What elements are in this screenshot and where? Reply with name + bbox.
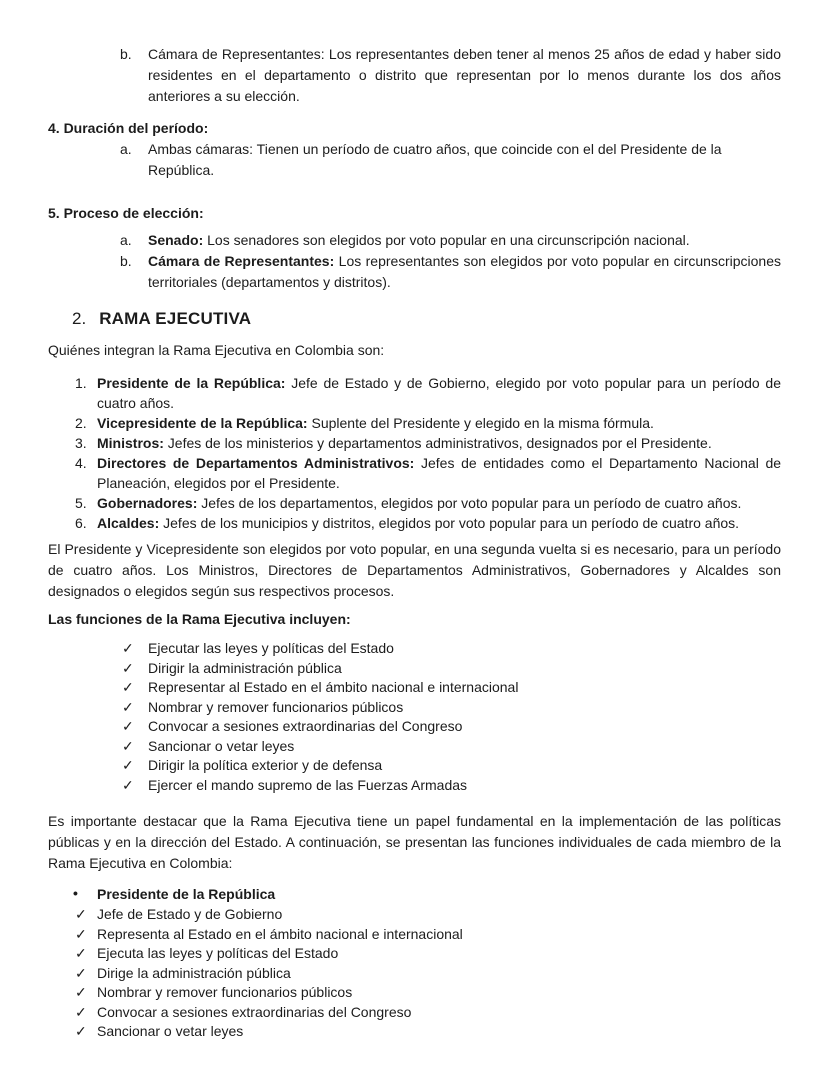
list-marker: 6. [75,515,87,531]
checklist-item-text: Jefe de Estado y de Gobierno [97,906,283,922]
list-item-text: Jefe de Estado y de Gobierno, elegido por voto popular para un período de cuatro años. [97,375,781,411]
checklist-item [48,1003,781,1023]
checklist-item [48,659,781,679]
list-item-presidente [48,373,781,413]
list-item-gobernadores [48,493,781,513]
list-marker: 4. [75,455,87,471]
check-icon: ✓ [75,1003,87,1020]
checklist-item-text: Representar al Estado en el ámbito nacional e internacional [148,679,519,695]
list-item-text: Jefes de entidades como el Departamento Nacional de Planeación, elegidos por el Presidente. [97,455,782,491]
checklist-item [48,1022,781,1042]
list-item-lead: Alcaldes: [97,515,160,531]
list-item-camara-eleccion [48,251,781,293]
functions-checklist [48,639,781,795]
check-icon: ✓ [75,1023,87,1039]
check-icon: ✓ [122,737,134,754]
checklist-item [48,698,781,718]
heading-duracion-periodo: 4. Duración del período: [48,120,209,136]
list-item-text: Jefes de los ministerios y departamentos administrativos, designados por el Presidente. [167,435,712,451]
heading-funciones: Las funciones de la Rama Ejecutiva incluyen: [48,611,351,627]
check-icon: ✓ [122,640,134,656]
checklist-item [48,925,781,945]
checklist-item-text: Convocar a sesiones extraordinarias del Congreso [148,718,463,734]
checklist-item-text: Ejecutar las leyes y políticas del Estado [148,640,394,656]
list-marker: 2. [75,415,87,431]
checklist-item-text: Ejercer el mando supremo de las Fuerzas Armadas [148,776,468,793]
intro-paragraph: Quiénes integran la Rama Ejecutiva en Colombia son: [48,342,385,358]
list-item-alcaldes [48,513,781,533]
check-icon: ✓ [122,776,134,793]
checklist-item-text: Representa al Estado en el ámbito nacional e internacional [97,925,463,942]
list-item-text: Ambas cámaras: Tienen un período de cuatro años, que coincide con el del Presidente de la República. [148,141,722,178]
list-item-lead: Gobernadores: [97,495,198,511]
checklist-item-text: Ejecuta las leyes y políticas del Estado [97,945,339,961]
checklist-item-text: Sancionar o vetar leyes [97,1023,244,1039]
list-item-lead: Cámara de Representantes: [148,253,335,269]
checklist-item-text: Convocar a sesiones extraordinarias del Congreso [97,1003,412,1020]
list-item-lead: Presidente de la República: [97,375,286,391]
list-item-text: Jefes de los departamentos, elegidos por voto popular para un período de cuatro años. [201,495,742,511]
closing-paragraph: Es importante destacar que la Rama Ejecutiva tiene un papel fundamental en la implementación de las políticas públicas y en la dirección del Estado. A continuación, se presentan las funciones individuales de cada miembro de la Rama Ejecutiva en Colombia: [48,813,781,871]
list-marker: a. [120,141,132,157]
check-icon: ✓ [75,925,87,942]
heading-proceso-eleccion: 5. Proceso de elección: [48,205,204,221]
check-icon: ✓ [122,659,134,676]
checklist-item [48,964,781,984]
checklist-item-text: Nombrar y remover funcionarios públicos [148,698,404,715]
checklist-item [48,905,781,925]
list-item-vicepresidente [48,413,781,433]
list-item-representantes-requisitos [48,44,781,107]
checklist-item [48,678,781,698]
list-marker: 1. [75,375,87,391]
list-marker: b. [120,253,132,269]
list-marker: 3. [75,435,87,451]
list-item-text: Jefes de los municipios y distritos, elegidos por voto popular para un período de cuatro años. [163,515,740,531]
list-item-ambas-camaras [48,139,781,181]
list-item-ministros [48,433,781,453]
bullet-item-text: Presidente de la República [97,886,276,902]
list-item-text: Los senadores son elegidos por voto popular en una circunscripción nacional. [207,232,690,248]
list-item-text: Cámara de Representantes: Los representantes deben tener al menos 25 años de edad y haber sido residentes en el departamento o distrito que representan por lo menos durante los dos años anteriores a su elección. [148,46,781,104]
checklist-item-text: Dirigir la administración pública [148,659,342,676]
checklist-item [48,756,781,776]
list-marker: b. [120,46,132,62]
checklist-item-text: Dirige la administración pública [97,964,291,981]
section-number: 2. [72,309,87,328]
check-icon: ✓ [122,698,134,715]
list-item-lead: Vicepresidente de la República: [97,415,308,431]
list-item-lead: Directores de Departamentos Administrativos: [97,455,415,471]
checklist-item [48,639,781,659]
section-title: RAMA EJECUTIVA [99,309,252,328]
checklist-item-text: Dirigir la política exterior y de defensa [148,757,383,773]
checklist-item [48,737,781,757]
list-item-senado [48,230,781,251]
checklist-item [48,776,781,796]
list-item-directores [48,453,781,493]
list-marker: a. [120,232,132,248]
check-icon: ✓ [75,945,87,961]
check-icon: ✓ [122,718,134,734]
members-list [48,373,781,533]
list-item-text: Los representantes son elegidos por voto popular en circunscripciones territoriales (departamentos y distritos). [148,253,781,290]
election-paragraph: El Presidente y Vicepresidente son elegidos por voto popular, en una segunda vuelta si es necesario, para un período de cuatro años. Los Ministros, Directores de Departamentos Administrativos, Gobernadores y Alcaldes son designados o elegidos según sus respectivos procesos. [48,541,781,599]
list-marker: 5. [75,495,87,511]
section-heading-rama-ejecutiva [48,307,781,331]
list-item-text: Suplente del Presidente y elegido en la misma fórmula. [311,415,654,431]
checklist-item-text: Sancionar o vetar leyes [148,737,295,754]
list-item-lead: Ministros: [97,435,164,451]
check-icon: ✓ [122,679,134,695]
check-icon: ✓ [75,964,87,981]
list-item-lead: Senado: [148,232,204,248]
bullet-item-presidente [48,884,781,905]
president-functions-checklist [48,905,781,1042]
checklist-item [48,717,781,737]
checklist-item [48,983,781,1003]
checklist-item-text: Nombrar y remover funcionarios públicos [97,984,353,1000]
checklist-item [48,944,781,964]
check-icon: ✓ [75,906,87,922]
check-icon: ✓ [122,757,134,773]
bullet-icon: • [73,885,78,901]
check-icon: ✓ [75,984,87,1000]
